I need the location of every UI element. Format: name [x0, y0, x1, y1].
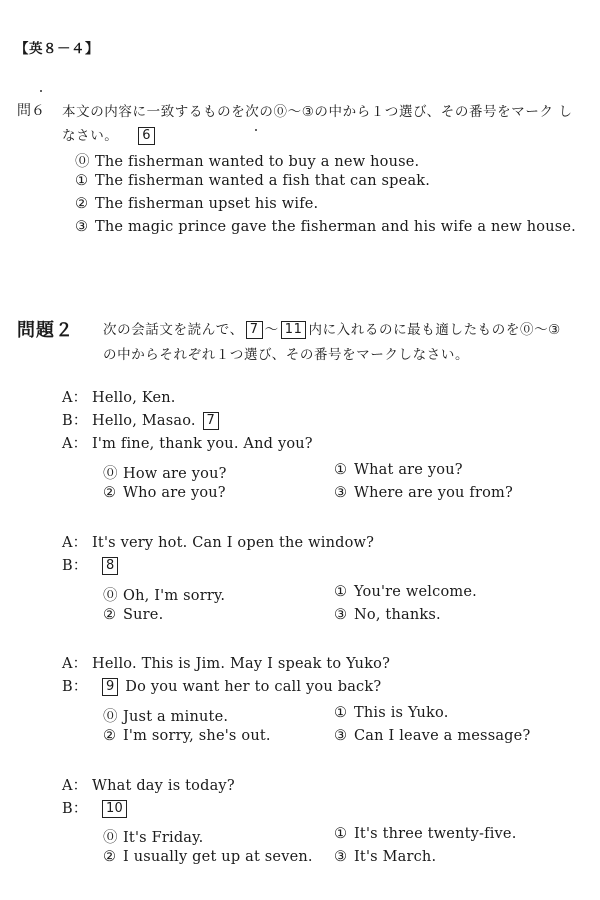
speaker-label: B： [62, 801, 88, 817]
choice [103, 584, 225, 605]
q6-option [75, 150, 419, 171]
choice-text: You're welcome. [354, 584, 477, 600]
q6-answer-box: 6 [138, 127, 155, 145]
choice-text: How are you? [123, 466, 227, 482]
choice-text: It's March. [354, 849, 437, 865]
choice-text: Sure. [123, 607, 164, 623]
choice-number: ③ [334, 607, 348, 623]
speaker-label: A： [62, 436, 88, 452]
speaker-label: A： [62, 535, 88, 551]
choice-text: This is Yuko. [354, 705, 449, 721]
choice-number: ⓪ [103, 709, 118, 725]
answer-box-8: 8 [102, 557, 118, 575]
choice-number: ③ [334, 728, 348, 744]
q6-option [75, 219, 576, 235]
speaker-label: B： [62, 413, 88, 429]
choice [103, 607, 163, 623]
answer-box-7: 7 [203, 412, 219, 430]
choice [334, 705, 449, 721]
q6-option-number: ⓪ [75, 154, 90, 170]
p2-instruction-line1 [103, 318, 561, 339]
choice [334, 728, 530, 744]
p2-title: 問題２ [17, 320, 74, 341]
choice-number: ② [103, 607, 117, 623]
choice [103, 826, 203, 847]
choice [334, 607, 441, 623]
speaker-label: A： [62, 778, 88, 794]
choice-number: ① [334, 705, 348, 721]
page-header: 【英８－４】 [15, 41, 99, 57]
choice-text: I'm sorry, she's out. [123, 728, 271, 744]
q6-label: 問６ [17, 103, 45, 119]
p2-instruction-line2: の中からそれぞれ１つ選び、その番号をマークしなさい。 [103, 347, 470, 363]
dialogue-text: Hello. This is Jim. May I speak to Yuko? [92, 656, 391, 672]
choice [334, 485, 513, 501]
choice-number: ① [334, 826, 348, 842]
dialogue-text: What day is today? [92, 778, 235, 794]
choice [103, 462, 227, 483]
p2-instruction-text: 内に入れるのに最も適したものを⓪～③ [308, 322, 561, 338]
q6-option-text: The fisherman wanted to buy a new house. [95, 154, 420, 170]
q6-option-text: The fisherman upset his wife. [95, 196, 319, 212]
choice-text: I usually get up at seven. [123, 849, 313, 865]
q6-option-number: ① [75, 173, 89, 189]
choice-number: ② [103, 849, 117, 865]
choice [103, 728, 271, 744]
choice-text: Who are you? [123, 485, 226, 501]
dialogue-text: Do you want her to call you back? [125, 679, 382, 695]
dialogue-text: Hello, Ken. [92, 390, 176, 406]
choice-number: ① [334, 584, 348, 600]
choice [103, 849, 313, 865]
choice-number: ① [334, 462, 348, 478]
choice-text: Oh, I'm sorry. [123, 588, 226, 604]
choice-number: ③ [334, 485, 348, 501]
dialogue-line [62, 531, 374, 552]
dialogue-line [62, 409, 221, 430]
dialogue-line [62, 652, 390, 673]
choice-number: ⓪ [103, 830, 118, 846]
dialogue-text: It's very hot. Can I open the window? [92, 535, 375, 551]
choice-text: No, thanks. [354, 607, 441, 623]
choice-text: It's three twenty-five. [354, 826, 517, 842]
answer-box-10: 10 [102, 800, 127, 818]
speaker-label: A： [62, 390, 88, 406]
choice-number: ⓪ [103, 588, 118, 604]
choice-number: ⓪ [103, 466, 118, 482]
choice [103, 705, 228, 726]
dialogue-line [62, 432, 313, 453]
q6-instruction-line1: 本文の内容に一致するものを次の⓪～③の中から１つ選び、その番号をマーク し [62, 104, 573, 120]
choice-number: ② [103, 485, 117, 501]
choice [334, 849, 436, 865]
dialogue-line [62, 797, 129, 818]
q6-option-number: ② [75, 196, 89, 212]
dialogue-line [62, 554, 120, 575]
speaker-label: B： [62, 558, 88, 574]
q6-option-number: ③ [75, 219, 89, 235]
dialogue-line [62, 386, 176, 407]
dialogue-line [62, 675, 381, 696]
q6-option [75, 173, 430, 189]
answer-box-9: 9 [102, 678, 118, 696]
choice [334, 826, 517, 842]
p2-tilde: ～ [264, 322, 279, 338]
speck [255, 129, 257, 131]
p2-box-end: 11 [281, 321, 307, 339]
dialogue-text: Hello, Masao. [92, 413, 196, 429]
speaker-label: B： [62, 679, 88, 695]
choice [103, 485, 226, 501]
q6-option [75, 196, 318, 212]
dialogue-text: I'm fine, thank you. And you? [92, 436, 313, 452]
choice [334, 462, 463, 478]
choice [334, 584, 477, 600]
choice-text: Where are you from? [354, 485, 513, 501]
choice-text: Just a minute. [123, 709, 229, 725]
choice-number: ② [103, 728, 117, 744]
choice-text: Can I leave a message? [354, 728, 531, 744]
choice-text: It's Friday. [123, 830, 204, 846]
speaker-label: A： [62, 656, 88, 672]
choice-text: What are you? [354, 462, 463, 478]
choice-number: ③ [334, 849, 348, 865]
speck [40, 90, 42, 92]
p2-instruction-text: 次の会話文を読んで、 [103, 322, 244, 338]
q6-instruction-line2 [62, 124, 157, 145]
dialogue-line [62, 774, 235, 795]
q6-instruction-text: なさい。 [62, 128, 119, 144]
p2-box-start: 7 [246, 321, 263, 339]
q6-option-text: The fisherman wanted a fish that can speak. [95, 173, 431, 189]
q6-option-text: The magic prince gave the fisherman and his wife a new house. [95, 219, 576, 235]
